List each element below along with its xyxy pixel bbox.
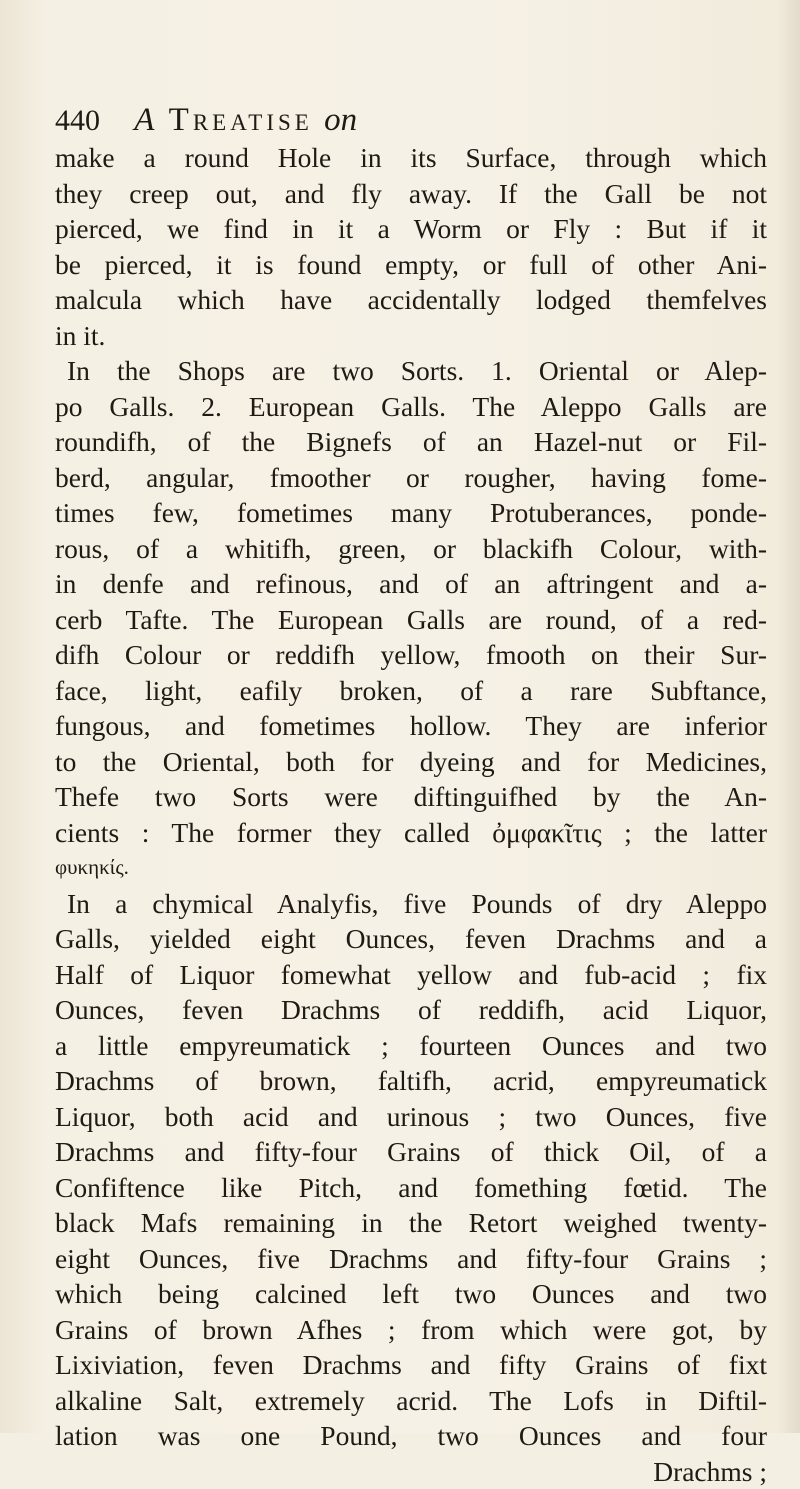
text-line-greek: φυκηκίς.	[55, 850, 767, 886]
text-line: cerb Tafte. The European Galls are round, of a red-	[55, 602, 767, 638]
text-line: alkaline Salt, extremely acrid. The Lofs in Diftil-	[55, 1383, 767, 1419]
text-line: which being calcined left two Ounces and two	[55, 1276, 767, 1312]
text-line: Half of Liquor fomewhat yellow and fub-acid ; fix	[55, 957, 767, 993]
page-number: 440	[55, 101, 100, 141]
text-line: black Mafs remaining in the Retort weighed twenty-	[55, 1205, 767, 1241]
text-line: pierced, we find in it a Worm or Fly : But if it	[55, 211, 767, 247]
text-line: face, light, eafily broken, of a rare Subftance,	[55, 673, 767, 709]
page-header	[55, 100, 755, 140]
text-line: fungous, and fometimes hollow. They are inferior	[55, 708, 767, 744]
body-text	[55, 140, 767, 1489]
running-title-word: Treatise	[169, 102, 313, 138]
text-line: times few, fometimes many Protuberances, ponde-	[55, 495, 767, 531]
text-line: po Galls. 2. European Galls. The Aleppo Galls are	[55, 389, 767, 425]
page-gutter-shadow	[778, 0, 800, 1433]
text-line: be pierced, it is found empty, or full of other Ani-	[55, 247, 767, 283]
text-line: Ounces, feven Drachms of reddifh, acid Liquor,	[55, 992, 767, 1028]
text-line: roundifh, of the Bignefs of an Hazel-nut or Fil-	[55, 424, 767, 460]
text-line: Confiftence like Pitch, and fomething fœtid. The	[55, 1170, 767, 1206]
text-line: In a chymical Analyfis, five Pounds of dry Aleppo	[55, 886, 767, 922]
text-line: a little empyreumatick ; fourteen Ounces and two	[55, 1028, 767, 1064]
running-title-preposition: on	[324, 102, 357, 138]
text-line: lation was one Pound, two Ounces and four	[55, 1418, 767, 1454]
text-line: to the Oriental, both for dyeing and for Medicines,	[55, 744, 767, 780]
text-line: Drachms and fifty-four Grains of thick Oil, of a	[55, 1134, 767, 1170]
text-line: difh Colour or reddifh yellow, fmooth on their Sur-	[55, 637, 767, 673]
text-line: Thefe two Sorts were diftinguifhed by the An-	[55, 779, 767, 815]
text-line: they creep out, and fly away. If the Gall be not	[55, 176, 767, 212]
text-line: rous, of a whitifh, green, or blackifh Colour, with-	[55, 531, 767, 567]
text-line: Drachms of brown, faltifh, acrid, empyreumatick	[55, 1063, 767, 1099]
text-line: In the Shops are two Sorts. 1. Oriental or Alep-	[55, 353, 767, 389]
text-line: eight Ounces, five Drachms and fifty-four Grains ;	[55, 1241, 767, 1277]
text-line: Galls, yielded eight Ounces, feven Drachms and a	[55, 921, 767, 957]
text-line: in denfe and refinous, and of an aftringent and a-	[55, 566, 767, 602]
text-line: Liquor, both acid and urinous ; two Ounces, five	[55, 1099, 767, 1135]
text-line: cients : The former they called ὀμφακῖτις ; the latter	[55, 815, 767, 851]
text-line: berd, angular, fmoother or rougher, having fome-	[55, 460, 767, 496]
text-line: in it.	[55, 318, 767, 354]
running-title-article: A	[134, 102, 157, 138]
text-line: make a round Hole in its Surface, through which	[55, 140, 767, 176]
text-line: Lixiviation, feven Drachms and fifty Grains of fixt	[55, 1347, 767, 1383]
text-line: malcula which have accidentally lodged themfelves	[55, 282, 767, 318]
running-title	[134, 100, 357, 140]
text-line: Grains of brown Afhes ; from which were got, by	[55, 1312, 767, 1348]
catchword-line: Drachms ;	[55, 1454, 767, 1489]
